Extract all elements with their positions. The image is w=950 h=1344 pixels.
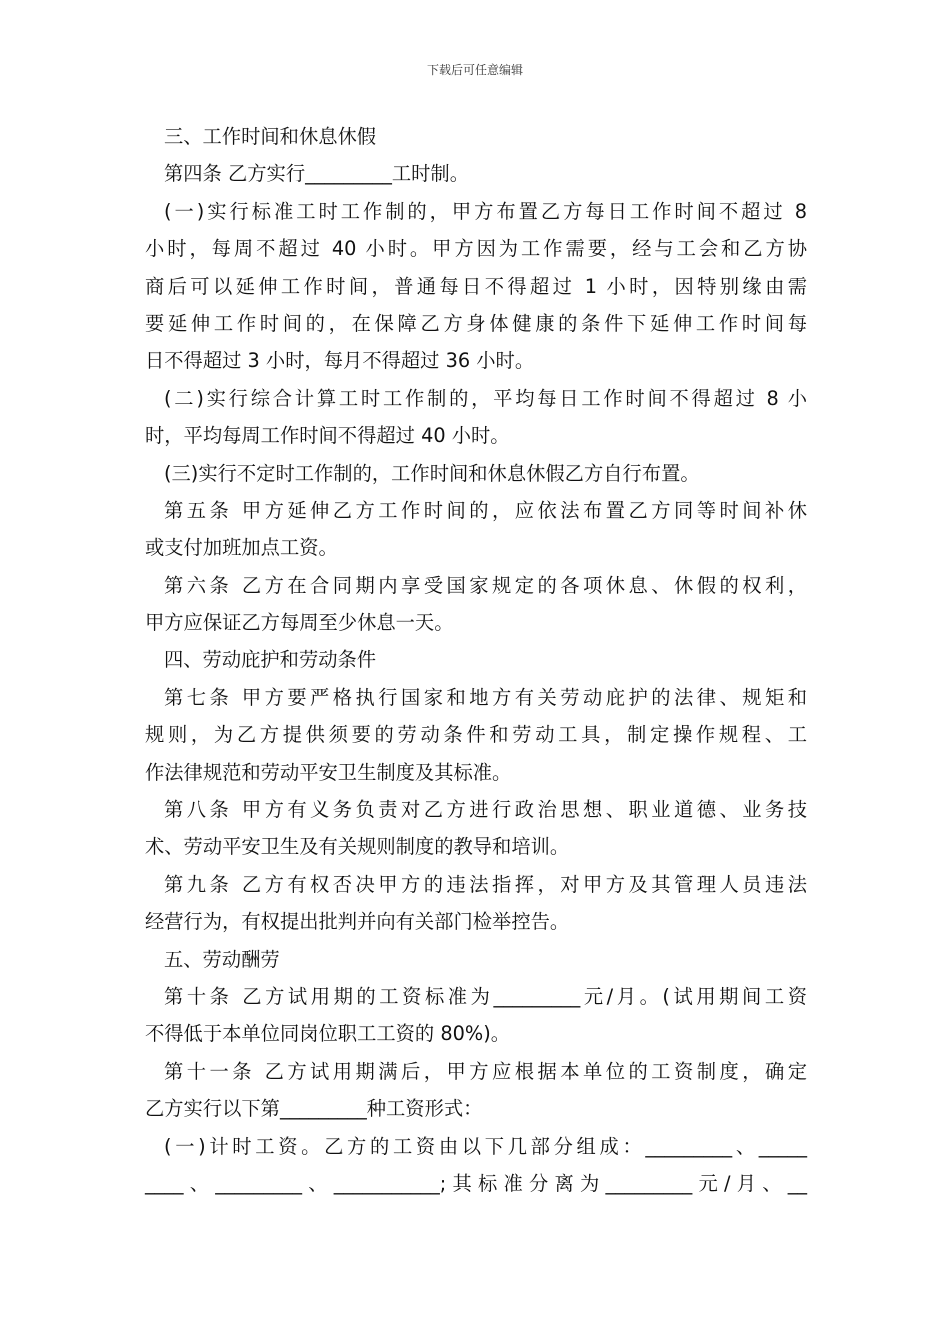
article-5: 第五条 甲方延伸乙方工作时间的，应依法布置乙方同等时间补休 — [164, 498, 807, 522]
text-line: 时，平均每周工作时间不得超过 40 小时。 — [145, 424, 510, 448]
text-line: 商后可以延伸工作时间，普通每日不得超过 1 小时，因特别缘由需 — [145, 274, 807, 298]
article-9: 第九条 乙方有权否决甲方的违法指挥，对甲方及其管理人员违法 — [164, 872, 807, 896]
text-line: (一)计时工资。乙方的工资由以下几部分组成：_________、_____ — [164, 1134, 807, 1158]
text-line: (二)实行综合计算工时工作制的，平均每日工作时间不得超过 8 小 — [164, 386, 807, 410]
text-line: 要延伸工作时间的，在保障乙方身体健康的条件下延伸工作时间每 — [145, 311, 807, 335]
article-8: 第八条 甲方有义务负责对乙方进行政治思想、职业道德、业务技 — [164, 798, 807, 822]
text-line: (三)实行不定时工作制的，工作时间和休息休假乙方自行布置。 — [164, 461, 700, 485]
article-11: 第十一条 乙方试用期满后，甲方应根据本单位的工资制度，确定 — [164, 1059, 807, 1083]
text-line: 乙方实行以下第_________种工资形式： — [145, 1097, 483, 1121]
text-line: 或支付加班加点工资。 — [145, 536, 338, 560]
article-4: 第四条 乙方实行_________工时制。 — [164, 162, 469, 186]
section-heading-3: 三、工作时间和休息休假 — [164, 125, 377, 148]
text-line: 作法律规范和劳动平安卫生制度及其标准。 — [145, 760, 512, 784]
text-line: 术、劳动平安卫生及有关规则制度的教导和培训。 — [145, 835, 570, 859]
text-line: 规则，为乙方提供须要的劳动条件和劳动工具，制定操作规程、工 — [145, 723, 807, 747]
article-10: 第十条 乙方试用期的工资标准为_________元/月。(试用期间工资 — [164, 984, 807, 1008]
document-body — [145, 118, 807, 1202]
text-line: (一)实行标准工时工作制的，甲方布置乙方每日工作时间不超过 8 — [164, 199, 807, 223]
article-6: 第六条 乙方在合同期内享受国家规定的各项休息、休假的权利， — [164, 573, 807, 597]
page-header-note: 下载后可任意编辑 — [426, 63, 523, 77]
text-line: 小时，每周不超过 40 小时。甲方因为工作需要，经与工会和乙方协 — [145, 237, 807, 261]
text-line: 甲方应保证乙方每周至少休息一天。 — [145, 611, 454, 635]
text-line: ____、_________、___________;其标准分离为_________元/月、__ — [145, 1171, 807, 1195]
section-heading-4: 四、劳动庇护和劳动条件 — [164, 648, 377, 672]
text-line: 不得低于本单位同岗位职工工资的 80%)。 — [145, 1022, 511, 1046]
text-line: 日不得超过 3 小时，每月不得超过 36 小时。 — [145, 349, 535, 373]
article-7: 第七条 甲方要严格执行国家和地方有关劳动庇护的法律、规矩和 — [164, 685, 807, 709]
section-heading-5: 五、劳动酬劳 — [164, 947, 280, 971]
text-line: 经营行为，有权提出批判并向有关部门检举控告。 — [145, 910, 570, 934]
